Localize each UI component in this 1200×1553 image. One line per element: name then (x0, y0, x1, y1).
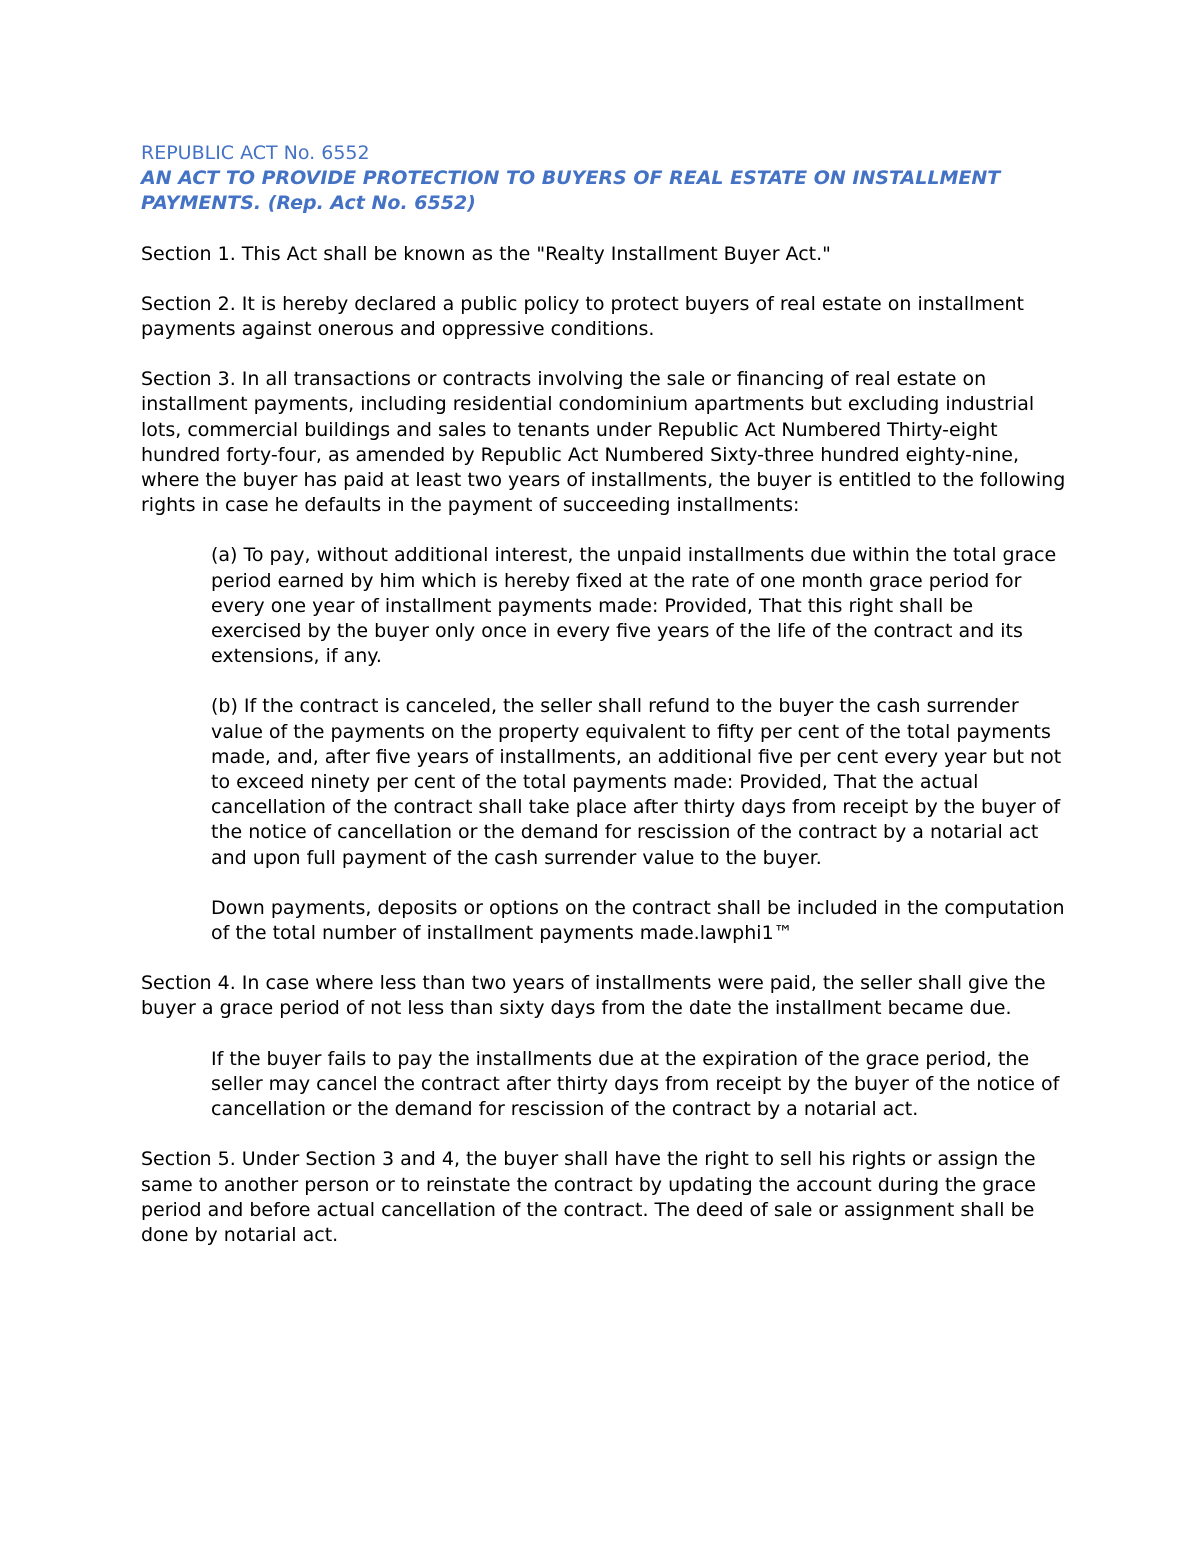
section-3: Section 3. In all transactions or contracts involving the sale or financing of real estate on installment payments, including residential condominium apartments but excluding industrial lots, commercial buildings and sales to tenants under Republic Act Numbered Thirty-eight hundred forty-four, as amended by Republic Act Numbered Sixty-three hundred eighty-nine, where the buyer has paid at least two years of installments, the buyer is entitled to the following rights in case he defaults in the payment of succeeding installments: (141, 368, 1066, 517)
document-page (141, 141, 1066, 1273)
section-3-clause-a: (a) To pay, without additional interest, the unpaid installments due within the total grace period earned by him which is hereby fixed at the rate of one month grace period for every one year of installment payments made: Provided, That this right shall be exercised by the buyer only once in every five years of the life of the contract and its extensions, if any. (211, 544, 1057, 668)
section-1: Section 1. This Act shall be known as the "Realty Installment Buyer Act." (141, 242, 831, 265)
section-4: Section 4. In case where less than two years of installments were paid, the seller shall give the buyer a grace period of not less than sixty days from the date the installment became due. (141, 972, 1046, 1020)
section-3-clause-b: (b) If the contract is canceled, the seller shall refund to the buyer the cash surrender value of the payments on the property equivalent to fifty per cent of the total payments made, and, after five years of installments, an additional five per cent every year but not to exceed ninety per cent of the total payments made: Provided, That the actual cancellation of the contract shall take place after thirty days from receipt by the buyer of the notice of cancellation or the demand for rescission of the contract by a notarial act and upon full payment of the cash surrender value to the buyer. (211, 695, 1062, 869)
section-3-down-payments: Down payments, deposits or options on the contract shall be included in the computation of the total number of installment payments made.lawphi1™ (211, 896, 1065, 945)
section-5: Section 5. Under Section 3 and 4, the buyer shall have the right to sell his rights or assign the same to another person or to reinstate the contract by updating the account during the grace period and before actual cancellation of the contract. The deed of sale or assignment shall be done by notarial act. (141, 1148, 1036, 1246)
document-subtitle: AN ACT TO PROVIDE PROTECTION TO BUYERS OF REAL ESTATE ON INSTALLMENT PAYMENTS. (Rep. Act No. 6552) (141, 167, 1001, 215)
title-block (141, 141, 1066, 217)
section-4-cancellation: If the buyer fails to pay the installments due at the expiration of the grace period, the seller may cancel the contract after thirty days from receipt by the buyer of the notice of cancellation or the demand for rescission of the contract by a notarial act. (211, 1047, 1060, 1121)
section-2: Section 2. It is hereby declared a public policy to protect buyers of real estate on installment payments against onerous and oppressive conditions. (141, 292, 1025, 341)
document-title: REPUBLIC ACT No. 6552 (141, 142, 370, 164)
